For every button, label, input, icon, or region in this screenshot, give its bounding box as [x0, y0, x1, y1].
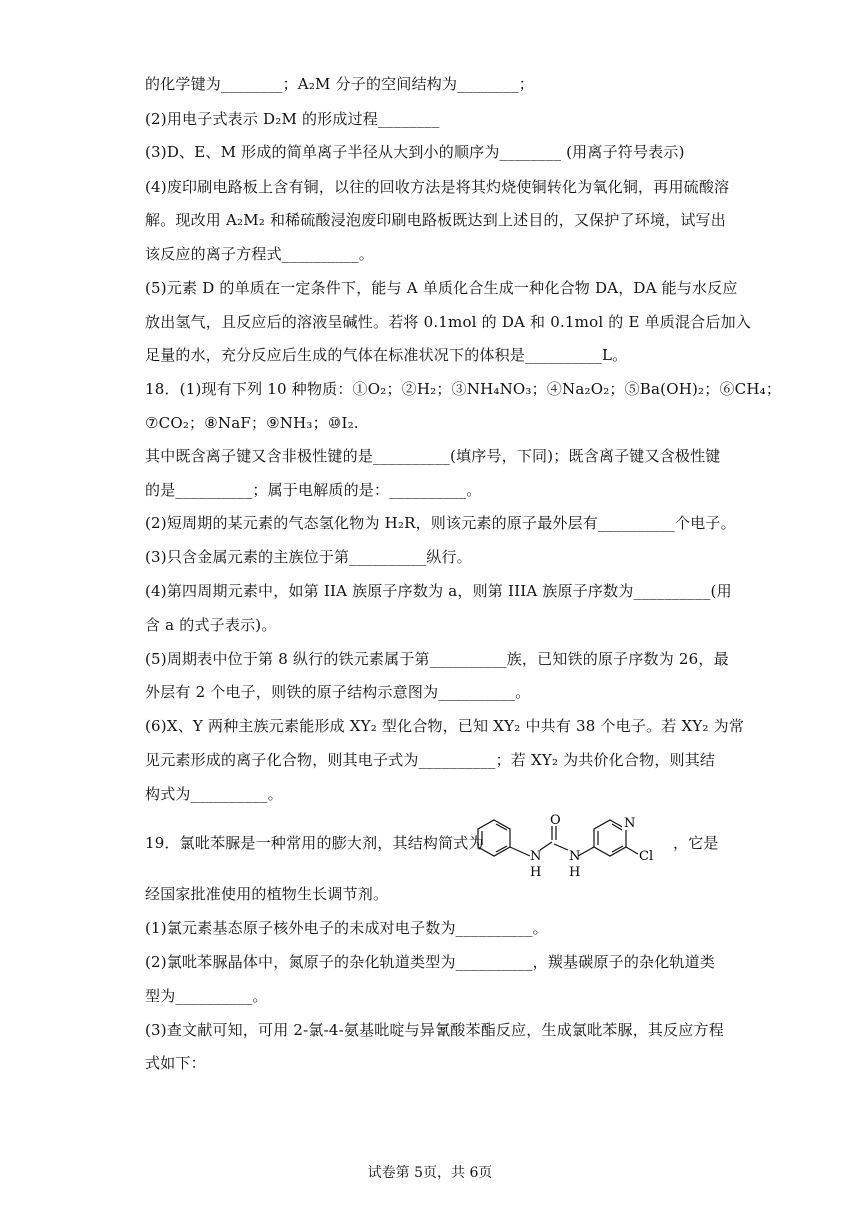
text-line: ，它是 — [673, 834, 719, 852]
oxygen-atom: O — [550, 813, 561, 828]
page-footer: 试卷第 5页，共 6页 — [367, 1165, 493, 1181]
text-line: (5)周期表中位于第 8 纵行的铁元素属于第__________族，已知铁的原子序数为 26，最 — [145, 650, 729, 668]
question-18-line: 18．(1)现有下列 10 种物质：①O₂；②H₂；③NH₄NO₃；④Na₂O₂；⑤Ba(OH)₂；⑥CH₄； — [145, 380, 782, 398]
text-line: 外层有 2 个电子，则铁的原子结构示意图为__________。 — [145, 683, 531, 701]
nitrogen-atom: N — [530, 849, 542, 864]
text-line: (2)氯吡苯脲晶体中，氮原子的杂化轨道类型为__________，羰基碳原子的杂化轨道类 — [145, 953, 716, 971]
text-line: 的是__________；属于电解质的是：__________。 — [145, 481, 482, 499]
text-line: 其中既含离子键又含非极性键的是__________(填序号，下同)；既含离子键又含极性键 — [145, 447, 721, 465]
text-line: 经国家批准使用的植物生长调节剂。 — [145, 885, 389, 903]
text-line: (2)短周期的某元素的气态氢化物为 H₂R，则该元素的原子最外层有__________个电子。 — [145, 514, 736, 532]
text-line: (3)查文献可知，可用 2-氯-4-氨基吡啶与异氰酸苯酯反应，生成氯吡苯脲，其反应方程 — [145, 1021, 724, 1039]
text-line: (4)第四周期元素中，如第 IIA 族原子序数为 a，则第 IIIA 族原子序数为__________(用 — [145, 582, 732, 600]
text-line: 解。现改用 A₂M₂ 和稀硫酸浸泡废印刷电路板既达到上述目的，又保护了环境，试写出 — [145, 211, 726, 229]
ring-nitrogen-atom: N — [624, 816, 636, 831]
nitrogen-atom: N — [569, 849, 581, 864]
benzene-ring — [478, 820, 510, 856]
chlorpyrifos-phenylurea-structure — [474, 812, 704, 882]
hydrogen-atom: H — [530, 865, 542, 880]
text-line: 的化学键为________；A₂M 分子的空间结构为________； — [145, 75, 534, 93]
text-line: (3)只含金属元素的主族位于第__________纵行。 — [145, 548, 472, 566]
text-line: ⑦CO₂；⑧NaF；⑨NH₃；⑩I₂. — [145, 414, 359, 432]
text-line: 该反应的离子方程式__________。 — [145, 245, 375, 263]
text-line: 放出氢气，且反应后的溶液呈碱性。若将 0.1mol 的 DA 和 0.1mol 的 E 单质混合后加入 — [145, 313, 751, 331]
text-line: (6)X、Y 两种主族元素能形成 XY₂ 型化合物，已知 XY₂ 中共有 38 个电子。若 XY₂ 为常 — [145, 717, 745, 735]
hydrogen-atom: H — [569, 865, 581, 880]
text-line: 式如下： — [145, 1054, 206, 1072]
text-line: 足量的水，充分反应后生成的气体在标准状况下的体积是__________L。 — [145, 346, 628, 364]
text-line: 含 a 的式子表示)。 — [145, 616, 277, 634]
text-line: (5)元素 D 的单质在一定条件下，能与 A 单质化合生成一种化合物 DA，DA 能与水反应 — [145, 279, 738, 297]
text-line: 见元素形成的离子化合物，则其电子式为__________；若 XY₂ 为共价化合物，则其结 — [145, 751, 716, 769]
text-line: (3)D、E、M 形成的简单离子半径从大到小的顺序为________ (用离子符号表示) — [145, 143, 685, 161]
text-line: (2)用电子式表示 D₂M 的形成过程________ — [145, 110, 440, 128]
text-line: (4)废印刷电路板上含有铜，以往的回收方法是将其灼烧使铜转化为氧化铜，再用硫酸溶 — [145, 178, 730, 196]
text-line: (1)氯元素基态原子核外电子的未成对电子数为__________。 — [145, 919, 548, 937]
chlorine-atom: Cl — [639, 849, 654, 864]
text-line: 构式为__________。 — [145, 785, 283, 803]
urea-bonds — [510, 826, 594, 856]
text-line: 型为__________。 — [145, 987, 268, 1005]
question-19-line: 19．氯吡苯脲是一种常用的膨大剂，其结构简式为 — [145, 834, 484, 852]
